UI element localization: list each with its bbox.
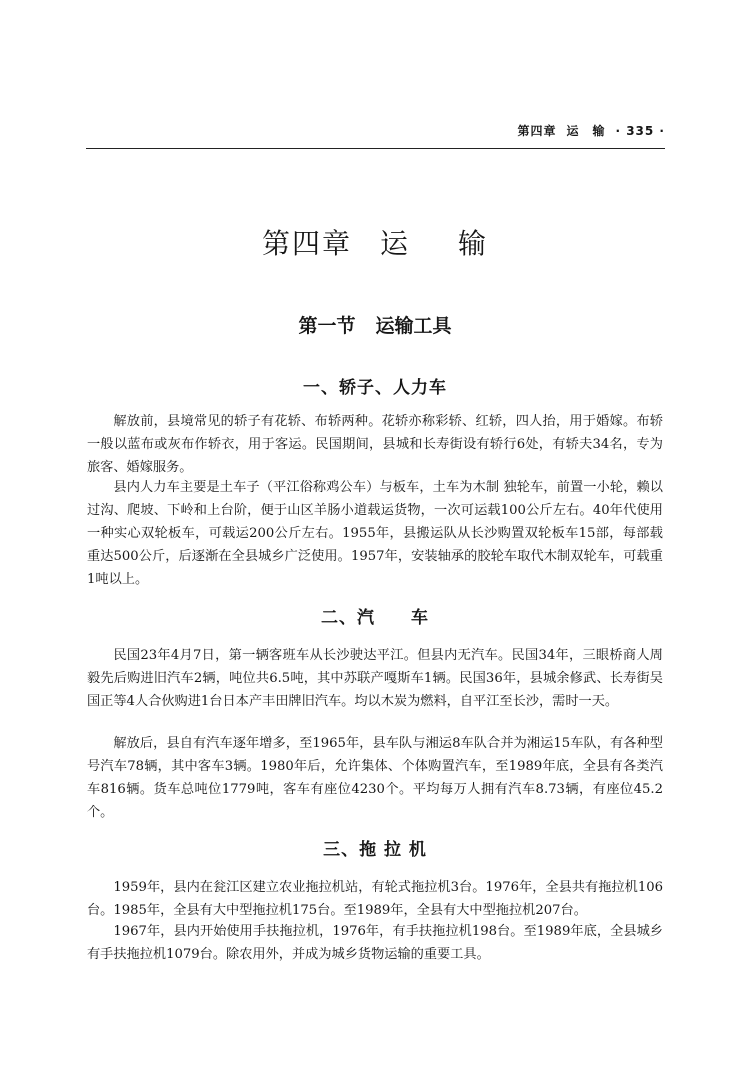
paragraph: 1959年，县内在瓮江区建立农业拖拉机站，有轮式拖拉机3台。1976年，全县共有拖拉机106台。1985年，全县有大中型拖拉机175台。至1989年，全县有大中型拖拉机207台。 (87, 880, 663, 918)
chapter-word-2: 输 (458, 227, 489, 260)
chapter-number: 第四章 (261, 227, 352, 260)
section-title (0, 311, 750, 338)
page-number: · 335 · (615, 124, 665, 138)
section-name: 运输工具 (375, 315, 452, 337)
subsection-heading: 一、轿子、人力车 (303, 378, 447, 398)
chapter-title (0, 222, 750, 262)
header-title: 运 输 (566, 124, 606, 138)
paragraph: 1967年，县内开始使用手扶拖拉机，1976年，有手扶拖拉机198台。至1989年底，全县城乡有手扶拖拉机1079台。除农用外，并成为城乡货物运输的重要工具。 (87, 924, 663, 962)
paragraph: 解放后，县自有汽车逐年增多，至1965年，县车队与湘运8车队合并为湘运15车队，有各种型号汽车78辆，其中客车3辆。1980年后，允许集体、个体购置汽车，至1989年底，全县有各类汽车816辆。货车总吨位1779吨，客车有座位4230个。平均每万人拥有汽车8.73辆，有座位45.2个。 (87, 736, 663, 820)
header-chapter: 第四章 (517, 124, 557, 138)
paragraph: 民国23年4月7日，第一辆客班车从长沙驶达平江。但县内无汽车。民国34年，三眼桥商人周毅先后购进旧汽车2辆，吨位共6.5吨，其中苏联产嘎斯车1辆。民国36年，县城余修武、长寿街吴国正等4人合伙购进1台日本产丰田牌旧汽车。均以木炭为燃料，自平江至长沙，需时一天。 (87, 648, 663, 709)
subsection-heading: 二、汽 车 (321, 608, 429, 628)
header-rule (86, 148, 665, 149)
chapter-word-1: 运 (379, 227, 410, 260)
subsection-heading: 三、拖 拉 机 (323, 840, 427, 860)
paragraph: 县内人力车主要是土车子（平江俗称鸡公车）与板车，土车为木制 独轮车，前置一小轮，赖以过沟、爬坡、下岭和上台阶，便于山区羊肠小道载运货物，一次可运载100公斤左右。40年代使用一种实心双轮板车，可载运200公斤左右。1955年，县搬运队从长沙购置双轮板车15部，每部载重达500公斤，后逐渐在全县城乡广泛使用。1957年，安装轴承的胶轮车取代木制双轮车，可载重1吨以上。 (87, 480, 663, 587)
paragraph: 解放前，县境常见的轿子有花轿、布轿两种。花轿亦称彩轿、红轿，四人抬，用于婚嫁。布轿一般以蓝布或灰布作轿衣，用于客运。民国期间，县城和长寿街设有轿行6处，有轿夫34名，专为旅客、婚嫁服务。 (87, 414, 663, 475)
running-header (86, 122, 665, 139)
section-number: 第一节 (298, 315, 356, 337)
